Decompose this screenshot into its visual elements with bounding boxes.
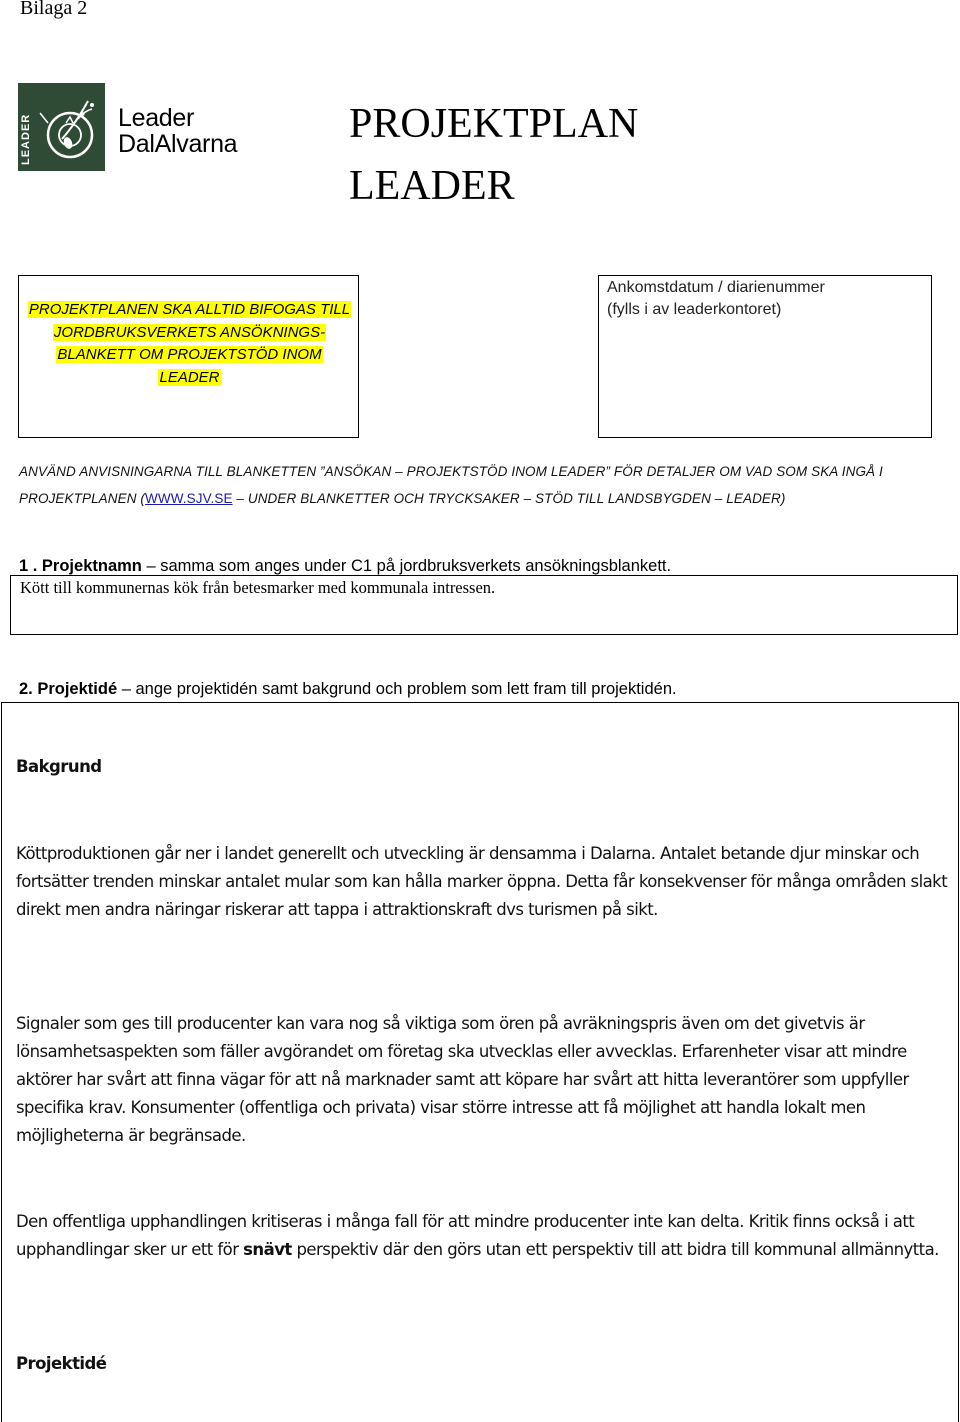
arrival-line-2: (fylls i av leaderkontoret) xyxy=(607,301,782,318)
instructions-text xyxy=(19,459,899,512)
logo-vertical-text: LEADER xyxy=(20,113,32,165)
brand-line-2: DalAlvarna xyxy=(118,130,238,158)
instructions-part-2: – UNDER BLANKETTER OCH TRYCKSAKER – STÖD TILL LANDSBYGDEN – LEADER) xyxy=(232,490,786,506)
project-name-value: Kött till kommunernas kök från betesmarker med kommunala intressen. xyxy=(20,578,496,597)
brand-name xyxy=(118,105,237,157)
notice-box xyxy=(18,275,359,438)
section-1-heading xyxy=(19,555,671,577)
page-title xyxy=(349,93,638,217)
arrival-box xyxy=(598,275,932,438)
instructions-part-1: ANVÄND ANVISNINGARNA TILL BLANKETTEN ”ANSÖKAN – PROJEKTSTÖD INOM LEADER” FÖR DETALJER OM VAD SOM SKA INGÅ I PROJEKTPLANEN ( xyxy=(19,464,883,506)
project-idea-box[interactable] xyxy=(1,702,959,1422)
section-2-heading xyxy=(19,678,677,700)
title-line-2: LEADER xyxy=(349,163,515,209)
arrival-label xyxy=(607,277,825,321)
background-heading: Bakgrund xyxy=(16,757,102,776)
annex-label: Bilaga 2 xyxy=(20,0,88,19)
title-line-1: PROJEKTPLAN xyxy=(349,101,639,147)
paragraph-3-bold: snävt xyxy=(243,1240,292,1259)
project-idea-heading: Projektidé xyxy=(16,1354,107,1373)
arrival-line-1: Ankomstdatum / diarienummer xyxy=(607,279,825,296)
paragraph-3-after: perspektiv där den görs utan ett perspektiv till att bidra till kommunal allmännytta. xyxy=(291,1240,939,1259)
section-2-label: 2. Projektidé xyxy=(19,680,118,698)
section-1-description: – samma som anges under C1 på jordbruksverkets ansökningsblankett. xyxy=(141,557,672,575)
paragraph-3-before: Den offentliga upphandlingen kritiseras i många fall för att mindre producenter inte kan delta. Kritik finns också i att upphandlingar sker ur ett för xyxy=(16,1212,915,1259)
sjv-link[interactable]: WWW.SJV.SE xyxy=(145,490,233,506)
notice-text-wrap xyxy=(27,299,352,389)
section-1-label: 1 . Projektnamn xyxy=(19,557,142,575)
brand-line-1: Leader xyxy=(118,104,195,132)
project-name-box[interactable] xyxy=(10,575,958,635)
notice-text: PROJEKTPLANEN SKA ALLTID BIFOGAS TILL JORDBRUKSVERKETS ANSÖKNINGS-BLANKETT OM PROJEKTSTÖD INOM LEADER xyxy=(28,301,351,386)
background-paragraph-2: Signaler som ges till producenter kan vara nog så viktiga som ören på avräkningspris även om det givetvis är lönsamhetsaspekten som fäller avgörandet om företag ska utvecklas eller avvecklas. Erfarenheter visar att mindre aktörer har svårt att finna vägar för att nå marknader samt att köpare har svårt att hitta leverantörer som uppfyller specifika krav. Konsumenter (offentliga och privata) visar större intresse att få möjlighet att handla lokalt men möjligheterna är begränsade. xyxy=(16,1014,909,1145)
leader-logo xyxy=(18,83,105,171)
background-paragraph-3 xyxy=(16,1208,948,1264)
section-2-description: – ange projektidén samt bakgrund och problem som lett fram till projektidén. xyxy=(117,680,677,698)
background-paragraph-1: Köttproduktionen går ner i landet generellt och utveckling är densamma i Dalarna. Antalet betande djur minskar och fortsätter trenden minskar antalet mular som kan hålla marker öppna. Detta får konsekvenser för många områden slakt direkt men andra näringar riskerar att tappa i attraktionskraft dvs turismen på sikt. xyxy=(16,844,948,919)
